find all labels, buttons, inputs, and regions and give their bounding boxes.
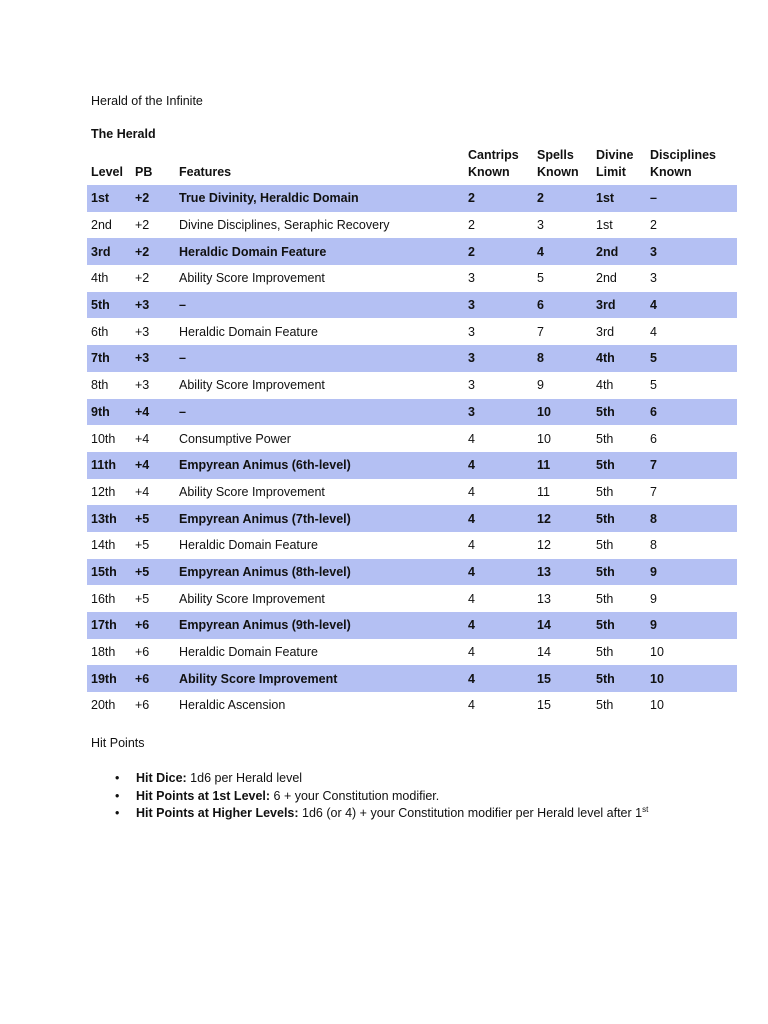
- bullet-icon: •: [115, 788, 120, 803]
- cell-level: 19th: [87, 665, 131, 692]
- cell-features: Empyrean Animus (6th-level): [175, 452, 464, 479]
- cell-divine: 5th: [596, 645, 614, 660]
- cell-level: 15th: [87, 559, 131, 586]
- cell-features: Divine Disciplines, Seraphic Recovery: [179, 218, 390, 233]
- cell-cantrips: 3: [468, 271, 475, 286]
- cell-pb: +3: [135, 378, 150, 393]
- cell-pb: +4: [131, 452, 175, 479]
- cell-pb: +2: [131, 238, 175, 265]
- cell-level: 20th: [91, 698, 116, 713]
- cell-pb: +5: [131, 505, 175, 532]
- cell-divine: 5th: [596, 484, 614, 499]
- cell-cantrips: 3: [468, 378, 475, 393]
- table-body: [87, 185, 737, 719]
- cell-divine: 5th: [592, 665, 646, 692]
- cell-spells: 15: [533, 665, 592, 692]
- cell-features: Empyrean Animus (8th-level): [175, 559, 464, 586]
- table-row: [87, 238, 737, 265]
- cell-level: 9th: [87, 399, 131, 426]
- document-title: Herald of the Infinite: [91, 94, 203, 108]
- cell-divine: 5th: [592, 559, 646, 586]
- cell-features: Empyrean Animus (9th-level): [175, 612, 464, 639]
- cell-features: Ability Score Improvement: [175, 665, 464, 692]
- cell-disciplines: 10: [646, 665, 737, 692]
- cell-level: 1st: [87, 185, 131, 212]
- cell-features: Ability Score Improvement: [179, 484, 325, 499]
- cell-features: –: [175, 399, 464, 426]
- cell-spells: 14: [537, 645, 551, 660]
- cell-pb: +4: [131, 399, 175, 426]
- cell-features: Heraldic Domain Feature: [179, 324, 318, 339]
- cell-disciplines: 8: [650, 538, 657, 553]
- cell-cantrips: 4: [468, 538, 475, 553]
- cell-level: 5th: [87, 292, 131, 319]
- cell-features: –: [175, 292, 464, 319]
- cell-divine: 4th: [596, 378, 614, 393]
- cell-cantrips: 3: [464, 399, 533, 426]
- cell-level: 18th: [91, 645, 116, 660]
- cell-cantrips: 4: [468, 698, 475, 713]
- cell-cantrips: 2: [468, 218, 475, 233]
- table-caption: The Herald: [91, 127, 156, 141]
- table-row: [87, 318, 737, 345]
- cell-spells: 15: [537, 698, 551, 713]
- cell-cantrips: 3: [464, 345, 533, 372]
- cell-spells: 9: [537, 378, 544, 393]
- header-level: Level: [91, 165, 123, 179]
- cell-level: 8th: [91, 378, 109, 393]
- cell-features: Consumptive Power: [179, 431, 291, 446]
- hit-points-item-text: 1d6 per Herald level: [186, 771, 303, 785]
- hit-points-item-text: 6 + your Constitution modifier.: [270, 788, 440, 803]
- cell-level: 17th: [87, 612, 131, 639]
- cell-spells: 4: [533, 238, 592, 265]
- header-spells-known: [533, 146, 592, 185]
- cell-divine: 2nd: [596, 271, 617, 286]
- cell-disciplines: 5: [650, 378, 657, 393]
- cell-features: Heraldic Ascension: [179, 698, 286, 713]
- cell-features: Empyrean Animus (7th-level): [175, 505, 464, 532]
- cell-pb: +6: [131, 612, 175, 639]
- header-disciplines-known: [646, 146, 737, 185]
- cell-cantrips: 4: [464, 559, 533, 586]
- header-disciplines-line1: Disciplines: [650, 148, 716, 162]
- cell-level: 10th: [91, 431, 116, 446]
- cell-level: 14th: [91, 538, 116, 553]
- header-spells-line2: Known: [537, 165, 579, 179]
- cell-spells: 13: [537, 591, 551, 606]
- cell-cantrips: 2: [464, 238, 533, 265]
- cell-cantrips: 4: [464, 452, 533, 479]
- table-row: [87, 425, 737, 452]
- hit-points-item-label: Hit Points at Higher Levels:: [136, 806, 299, 820]
- cell-cantrips: 4: [464, 665, 533, 692]
- cell-divine: 5th: [596, 431, 614, 446]
- table-row: [87, 559, 737, 586]
- cell-pb: +4: [135, 431, 150, 446]
- table-row: [87, 639, 737, 666]
- table-row: [87, 692, 737, 719]
- cell-level: 3rd: [87, 238, 131, 265]
- cell-disciplines: 9: [650, 591, 657, 606]
- cell-spells: 12: [533, 505, 592, 532]
- hit-points-item: [91, 788, 648, 806]
- cell-disciplines: 9: [646, 559, 737, 586]
- cell-cantrips: 3: [468, 324, 475, 339]
- header-divine-limit: [592, 146, 646, 185]
- cell-pb: +5: [131, 559, 175, 586]
- table-row: [87, 585, 737, 612]
- cell-disciplines: –: [646, 185, 737, 212]
- herald-progression-table: [87, 146, 737, 719]
- hit-points-list: [91, 770, 648, 823]
- cell-disciplines: 2: [650, 218, 657, 233]
- table-row: [87, 665, 737, 692]
- cell-pb: +3: [131, 345, 175, 372]
- cell-disciplines: 9: [646, 612, 737, 639]
- cell-divine: 5th: [592, 612, 646, 639]
- cell-spells: 11: [537, 484, 550, 499]
- cell-spells: 12: [537, 538, 551, 553]
- cell-features: True Divinity, Heraldic Domain: [175, 185, 464, 212]
- cell-spells: 8: [533, 345, 592, 372]
- cell-divine: 1st: [596, 218, 613, 233]
- cell-disciplines: 4: [650, 324, 657, 339]
- cell-pb: +5: [135, 591, 150, 606]
- hit-points-item-text: 1d6 (or 4) + your Constitution modifier per Herald level after 1: [298, 806, 643, 820]
- cell-divine: 1st: [592, 185, 646, 212]
- cell-cantrips: 4: [464, 612, 533, 639]
- cell-features: Heraldic Domain Feature: [179, 538, 318, 553]
- cell-cantrips: 2: [464, 185, 533, 212]
- cell-features: Heraldic Domain Feature: [175, 238, 464, 265]
- cell-pb: +6: [131, 665, 175, 692]
- header-divine-line2: Limit: [596, 165, 626, 179]
- table-header-row: [87, 146, 737, 185]
- header-pb: PB: [135, 165, 153, 179]
- hit-points-item-label: Hit Dice:: [136, 771, 187, 785]
- table-row: [87, 452, 737, 479]
- cell-pb: +3: [135, 324, 150, 339]
- cell-disciplines: 10: [650, 645, 664, 660]
- cell-divine: 3rd: [592, 292, 646, 319]
- hit-points-item: [91, 770, 648, 788]
- cell-features: –: [175, 345, 464, 372]
- cell-divine: 5th: [596, 538, 614, 553]
- cell-spells: 6: [533, 292, 592, 319]
- cell-pb: +2: [135, 271, 150, 286]
- cell-cantrips: 4: [468, 645, 475, 660]
- table-row: [87, 399, 737, 426]
- cell-disciplines: 8: [646, 505, 737, 532]
- cell-spells: 11: [533, 452, 592, 479]
- cell-spells: 2: [533, 185, 592, 212]
- cell-level: 7th: [87, 345, 131, 372]
- table-row: [87, 292, 737, 319]
- cell-spells: 10: [537, 431, 551, 446]
- cell-features: Ability Score Improvement: [179, 591, 325, 606]
- cell-level: 16th: [91, 591, 116, 606]
- header-features: Features: [179, 165, 232, 179]
- cell-cantrips: 4: [464, 505, 533, 532]
- cell-cantrips: 4: [468, 431, 475, 446]
- cell-divine: 2nd: [592, 238, 646, 265]
- cell-divine: 5th: [592, 399, 646, 426]
- cell-disciplines: 10: [650, 698, 664, 713]
- cell-features: Ability Score Improvement: [179, 271, 325, 286]
- cell-pb: +5: [135, 538, 150, 553]
- cell-level: 6th: [91, 324, 109, 339]
- cell-divine: 4th: [592, 345, 646, 372]
- cell-level: 4th: [91, 271, 109, 286]
- header-cantrips-known: [464, 146, 533, 185]
- header-cantrips-line1: Cantrips: [468, 148, 519, 162]
- cell-level: 12th: [91, 484, 116, 499]
- hit-points-item-label: Hit Points at 1st Level:: [136, 788, 271, 803]
- cell-pb: +6: [135, 698, 150, 713]
- cell-pb: +3: [131, 292, 175, 319]
- table-row: [87, 265, 737, 292]
- cell-spells: 7: [537, 324, 544, 339]
- table-row: [87, 532, 737, 559]
- cell-spells: 5: [537, 271, 544, 286]
- cell-disciplines: 3: [650, 271, 657, 286]
- table-row: [87, 612, 737, 639]
- ordinal-superscript: st: [642, 804, 649, 814]
- cell-spells: 3: [537, 218, 544, 233]
- cell-pb: +2: [135, 218, 150, 233]
- cell-pb: +6: [135, 645, 150, 660]
- cell-cantrips: 3: [464, 292, 533, 319]
- cell-pb: +4: [135, 484, 150, 499]
- cell-divine: 5th: [592, 505, 646, 532]
- cell-disciplines: 4: [646, 292, 737, 319]
- cell-spells: 10: [533, 399, 592, 426]
- cell-divine: 5th: [596, 698, 614, 713]
- cell-cantrips: 4: [468, 591, 475, 606]
- cell-disciplines: 7: [650, 484, 657, 499]
- table-row: [87, 372, 737, 399]
- bullet-icon: •: [115, 771, 120, 785]
- cell-pb: +2: [131, 185, 175, 212]
- cell-features: Heraldic Domain Feature: [179, 645, 318, 660]
- table-row: [87, 212, 737, 239]
- header-spells-line1: Spells: [537, 148, 574, 162]
- cell-level: 2nd: [91, 218, 112, 233]
- cell-divine: 5th: [592, 452, 646, 479]
- hit-points-heading: Hit Points: [91, 736, 145, 750]
- cell-disciplines: 3: [646, 238, 737, 265]
- table-row: [87, 345, 737, 372]
- cell-spells: 14: [533, 612, 592, 639]
- hit-points-item: [91, 805, 648, 823]
- cell-features: Ability Score Improvement: [179, 378, 325, 393]
- cell-divine: 3rd: [596, 324, 615, 339]
- cell-level: 11th: [87, 452, 131, 479]
- header-divine-line1: Divine: [596, 148, 634, 162]
- bullet-icon: •: [115, 806, 120, 820]
- table-row: [87, 479, 737, 506]
- cell-cantrips: 4: [468, 484, 475, 499]
- herald-table-container: [87, 146, 737, 719]
- table-row: [87, 185, 737, 212]
- header-cantrips-line2: Known: [468, 165, 510, 179]
- cell-disciplines: 6: [646, 399, 737, 426]
- cell-disciplines: 6: [650, 431, 657, 446]
- table-row: [87, 505, 737, 532]
- cell-divine: 5th: [596, 591, 614, 606]
- cell-disciplines: 7: [646, 452, 737, 479]
- cell-level: 13th: [87, 505, 131, 532]
- header-disciplines-line2: Known: [650, 165, 692, 179]
- cell-disciplines: 5: [646, 345, 737, 372]
- cell-spells: 13: [533, 559, 592, 586]
